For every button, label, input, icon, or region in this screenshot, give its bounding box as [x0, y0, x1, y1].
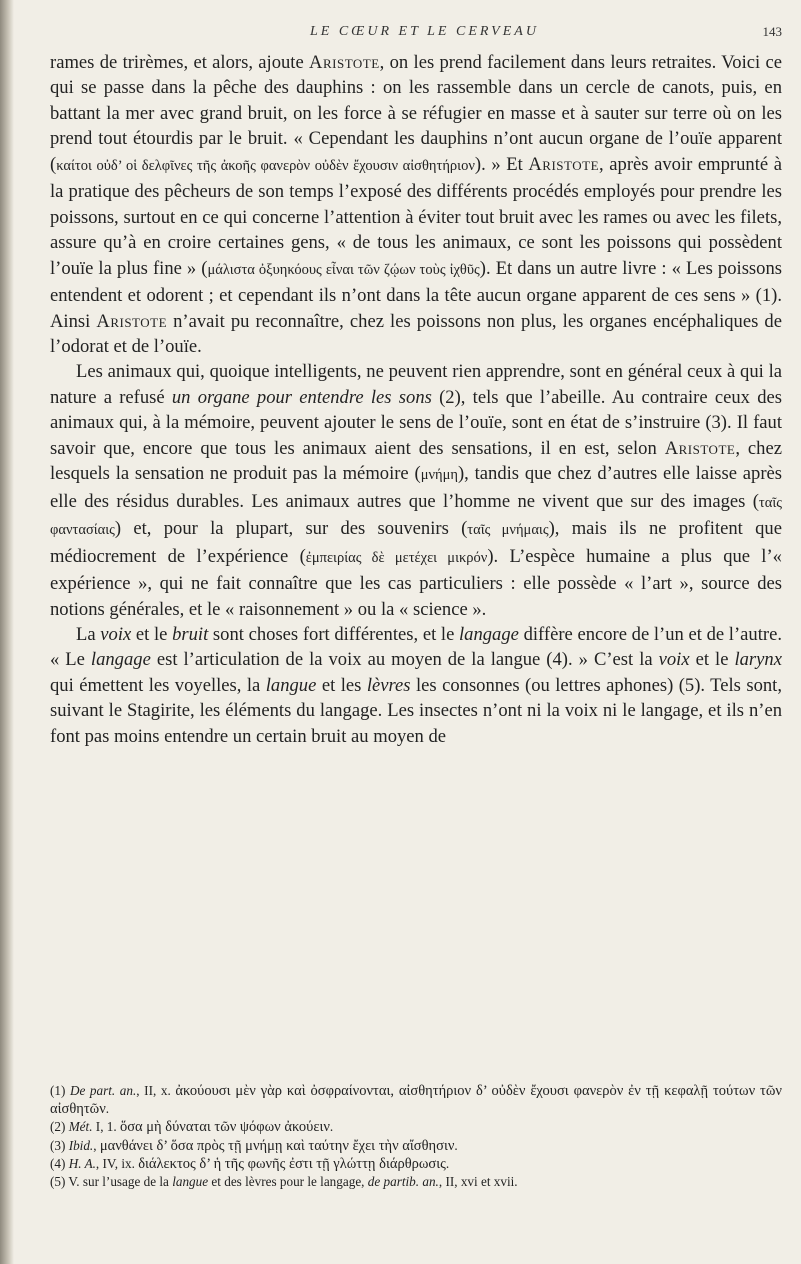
italic-text: larynx: [734, 649, 782, 671]
text-run: ), tandis que chez d’autres elle laisse après elle des résidus durables. Les animaux autres que l’homme ne vivent que sur des images (: [50, 463, 782, 512]
text-run: et les: [316, 674, 367, 696]
text-run: , chez lesquels la sensation ne produit pas la mémoire (: [50, 437, 782, 485]
author-name: Aristote: [309, 52, 380, 73]
text-run: ). » Et: [474, 153, 529, 175]
text-run: ), mais ils ne profitent que médiocrement de l’expérience (: [50, 518, 782, 567]
text-run: (2), tels que l’abeille. Au contraire ceux des animaux qui, à la mémoire, peuvent ajouter le sens de l’ouïe, sont en état de s’instruire (3). Il faut savoir que, encore que tous les animaux aient des sensations, il en est, selon: [50, 386, 782, 459]
footnote: [50, 1137, 782, 1155]
greek-quote: ἐμπειρίας δὲ μετέχει μικρόν: [305, 549, 488, 566]
text-run: et le: [131, 623, 173, 645]
author-name: Aristote: [664, 437, 736, 459]
author-name: Aristote: [96, 310, 168, 332]
text-run: .: [445, 1155, 450, 1171]
footnote: [50, 1155, 782, 1173]
text-run: , IV, ix.: [95, 1155, 139, 1171]
greek-quote: μανθάνει δ’ ὅσα πρὸς τῇ μνήμῃ καὶ ταύτην ἔχει τὴν αἴσθησιν: [99, 1137, 455, 1154]
greek-quote: ἀκούουσι μὲν γὰρ καὶ ὀσφραίνονται, αἰσθητήριον δ’ οὐδὲν ἔχουσι φανερὸν ἐν τῇ κεφαλῇ τούτων τῶν αἰσθητῶν: [50, 1083, 782, 1118]
greek-quote: ταῖς φαντασίαις: [50, 494, 782, 539]
paragraph: [50, 622, 782, 749]
text-run: Les animaux qui, quoique intelligents, ne peuvent rien apprendre, sont en général ceux à qui la nature a refusé: [50, 361, 782, 408]
text-run: , II, x.: [136, 1083, 176, 1098]
italic-text: langue: [265, 674, 317, 696]
text-run: La: [76, 623, 101, 645]
text-run: rames de trirèmes, et alors, ajoute: [50, 52, 310, 73]
italic-text: un organe pour entendre les sons: [171, 386, 432, 408]
greek-quote: καίτοι οὐδ’ οἱ δελφῖνες τῆς ἀκοῆς φανερὸν οὐδὲν ἔχουσιν αἰσθητήριον: [56, 157, 475, 174]
book-binding-edge: [0, 0, 14, 1264]
main-text: [50, 50, 782, 749]
text-run: I, 1.: [92, 1119, 120, 1135]
italic-text: langage: [459, 623, 519, 645]
running-title: LE CŒUR ET LE CERVEAU: [310, 24, 539, 39]
italic-text: voix: [658, 649, 690, 671]
text-run: .: [329, 1119, 334, 1135]
paragraph: [50, 359, 782, 622]
text-run: diffère encore de l’un et de l’autre. « Le: [50, 623, 782, 671]
greek-quote: ταῖς μνήμαις: [467, 522, 549, 539]
text-run: qui émettent les voyelles, la: [50, 674, 266, 696]
italic-text: H. A.: [68, 1155, 96, 1171]
text-run: n’avait pu reconnaître, chez les poissons non plus, les organes encéphaliques de l’odorat et de l’ouïe.: [50, 310, 782, 357]
italic-text: Ibid.: [68, 1137, 94, 1153]
text-run: (3): [50, 1137, 69, 1153]
running-header: [50, 20, 782, 42]
text-run: sont choses fort différentes, et le: [208, 623, 459, 645]
text-run: et des lèvres pour le langage,: [208, 1174, 368, 1190]
footnotes: [50, 1082, 782, 1190]
italic-text: Mét.: [68, 1119, 93, 1135]
italic-text: lèvres: [366, 674, 411, 696]
italic-text: langage: [90, 649, 151, 671]
text-run: , II, xvi et xvii.: [438, 1174, 518, 1190]
text-run: ). Et dans un autre livre : « Les poissons entendent et odorent ; et cependant ils n’ont dans la tête aucun organe apparent de ces sens » (1). Ainsi: [50, 257, 782, 332]
paragraph: [50, 50, 782, 359]
text-run: ) et, pour la plupart, sur des souvenirs (: [114, 518, 468, 540]
footnote: [50, 1118, 782, 1136]
greek-quote: διάλεκτος δ’ ἡ τῆς φωνῆς ἐστι τῇ γλώττῃ διάρθρωσις: [138, 1155, 446, 1172]
greek-quote: μνήμη: [420, 467, 458, 484]
text-run: (2): [50, 1119, 69, 1135]
italic-text: de partib. an.: [367, 1174, 439, 1190]
page-number: 143: [762, 24, 782, 39]
author-name: Aristote: [528, 153, 600, 175]
italic-text: De part. an.: [69, 1083, 137, 1098]
text-run: ). L’espèce humaine a plus que l’« expérience », qui ne fait connaître que les cas particuliers : elle possède « l’art », source des notions générales, et le « raisonnement » ou la « science ».: [50, 545, 782, 620]
footnote: [50, 1173, 782, 1190]
text-run: est l’articulation de la voix au moyen de la langue (4). » C’est la: [150, 649, 659, 671]
text-run: ,: [93, 1137, 100, 1153]
text-run: , après avoir emprunté à la pratique des pêcheurs de son temps l’exposé des différents procédés employés pour prendre les poissons, surtout en ce qui concerne l’attention à éviter tout bruit avec les rames ou avec les filets, assure qu’à en croire certaines gens, « de tous les animaux, ce sont les poissons qui possèdent l’ouïe la plus fine » (: [50, 153, 783, 279]
greek-quote: ὅσα μὴ δύναται τῶν ψόφων ἀκούειν: [119, 1119, 330, 1136]
text-run: (4): [50, 1155, 69, 1171]
text-run: (1): [50, 1083, 70, 1098]
text-run: , on les prend facilement dans leurs retraites. Voici ce qui se passe dans la pêche des dauphins : on les rassemble dans un cercle de canots, puis, en battant la mer avec grand bruit, on les force à se réfugier en masse et à sauter sur terre où on les prend tout étourdis par le bruit. « Cependant les dauphins n’ont aucun organe de l’ouïe apparent (: [50, 52, 782, 175]
footnote: [50, 1082, 782, 1118]
text-run: (5) V. sur l’usage de la: [50, 1174, 173, 1190]
text-run: .: [105, 1101, 110, 1117]
greek-quote: μάλιστα ὀξυηκόους εἶναι τῶν ζῴων τοὺς ἰχθῦς: [207, 261, 480, 278]
italic-text: langue: [172, 1174, 209, 1190]
text-run: et le: [689, 649, 735, 671]
italic-text: bruit: [172, 623, 209, 645]
italic-text: voix: [100, 623, 132, 645]
text-run: .: [454, 1137, 458, 1153]
text-run: les consonnes (ou lettres aphones) (5). Tels sont, suivant le Stagirite, les éléments du langage. Les insectes n’ont ni la voix ni le langage, et ils n’en font pas moins entendre un certain bruit au moyen de: [50, 674, 782, 747]
